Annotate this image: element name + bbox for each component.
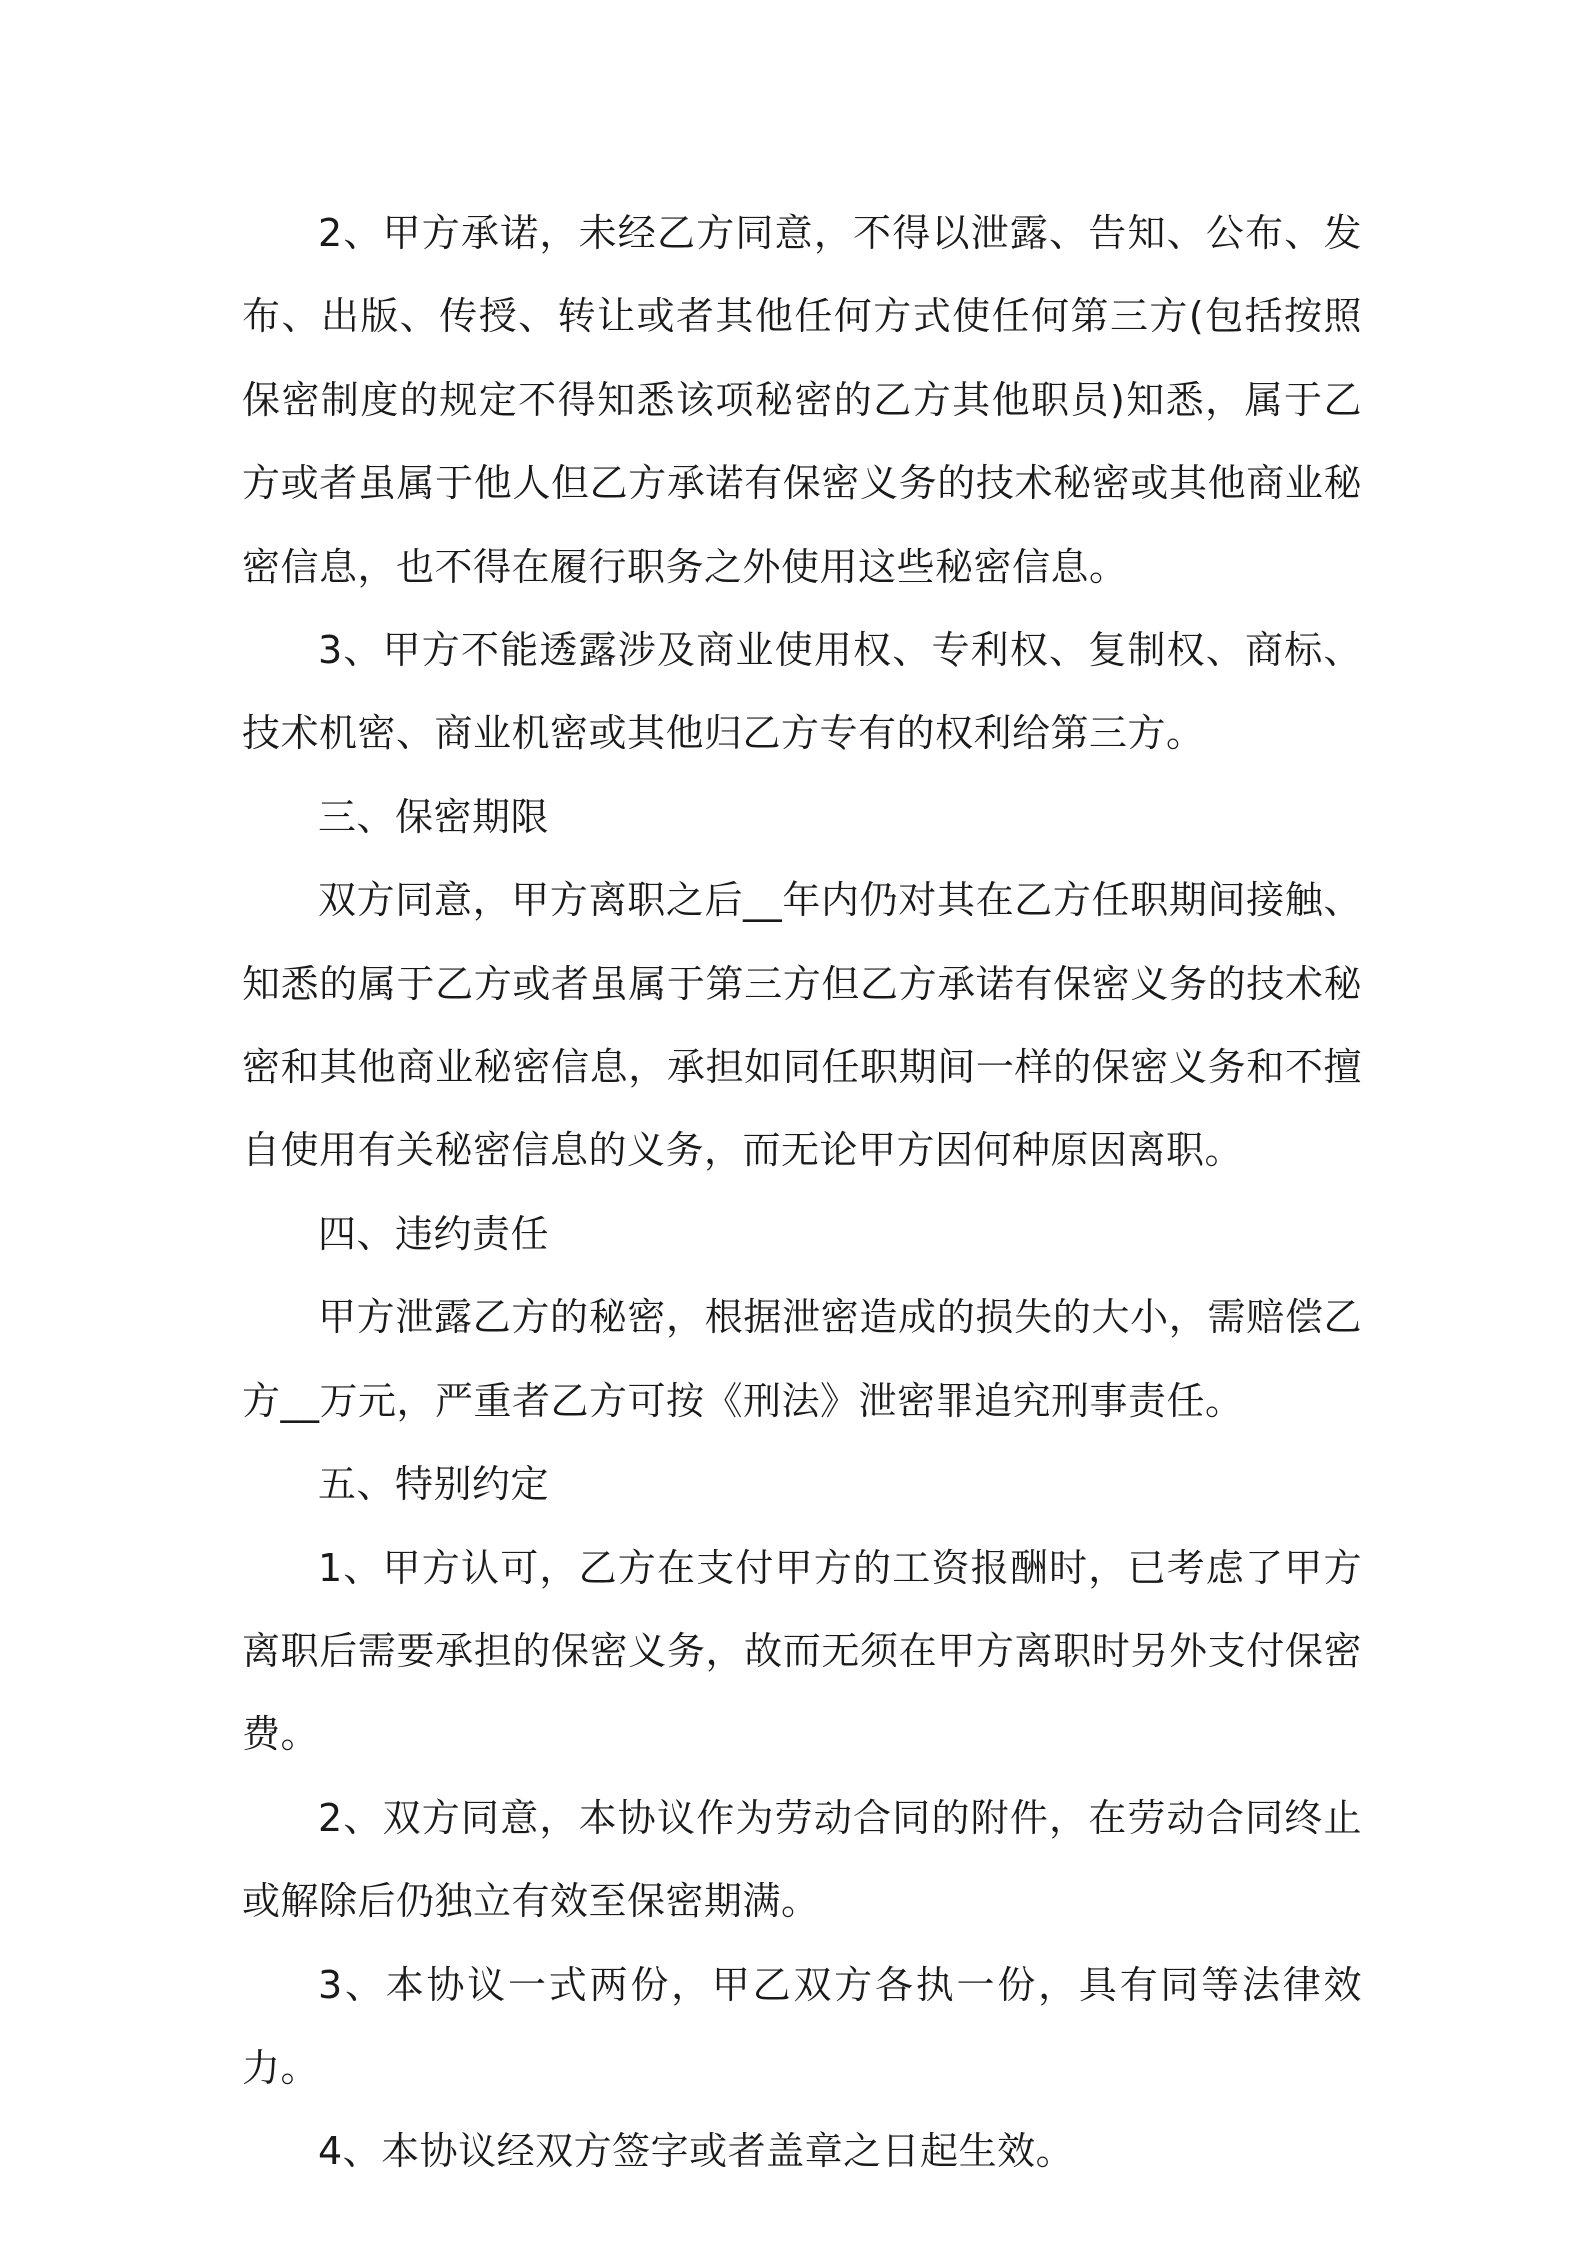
section-heading-confidentiality-period: 三、保密期限 xyxy=(318,794,550,839)
section-heading-special-terms: 五、特别约定 xyxy=(318,1462,550,1507)
special-term-2: 2、双方同意，本协议作为劳动合同的附件，在劳动合同终止或解除后仍独立有效至保密期满。 xyxy=(242,1795,1362,1924)
liability-text: 甲方泄露乙方的秘密，根据泄密造成的损失的大小，需赔偿乙方__万元，严重者乙方可按《刑法》泄密罪追究刑事责任。 xyxy=(242,1295,1362,1423)
special-term-3: 3、本协议一式两份，甲乙双方各执一份，具有同等法律效力。 xyxy=(242,1962,1362,2090)
document-body xyxy=(242,192,1362,2194)
clause-2-confidentiality-promise: 2、甲方承诺，未经乙方同意，不得以泄露、告知、公布、发布、出版、传授、转让或者其他任何方式使任何第三方(包括按照保密制度的规定不得知悉该项秘密的乙方其他职员)知悉，属于乙方或者虽属于他人但乙方承诺有保密义务的技术秘密或其他商业秘密信息，也不得在履行职务之外使用这些秘密信息。 xyxy=(242,211,1362,589)
confidentiality-period-text: 双方同意，甲方离职之后__年内仍对其在乙方任职期间接触、知悉的属于乙方或者虽属于第三方但乙方承诺有保密义务的技术秘密和其他商业秘密信息，承担如同任职期间一样的保密义务和不擅自使用有关秘密信息的义务，而无论甲方因何种原因离职。 xyxy=(242,878,1362,1173)
section-heading-liability: 四、违约责任 xyxy=(318,1211,550,1256)
clause-3-rights-disclosure: 3、甲方不能透露涉及商业使用权、专利权、复制权、商标、技术机密、商业机密或其他归乙方专有的权利给第三方。 xyxy=(242,628,1362,756)
special-term-4: 4、本协议经双方签字或者盖章之日起生效。 xyxy=(318,2129,1075,2174)
special-term-1: 1、甲方认可，乙方在支付甲方的工资报酬时，已考虑了甲方离职后需要承担的保密义务，故而无须在甲方离职时另外支付保密费。 xyxy=(242,1545,1362,1757)
